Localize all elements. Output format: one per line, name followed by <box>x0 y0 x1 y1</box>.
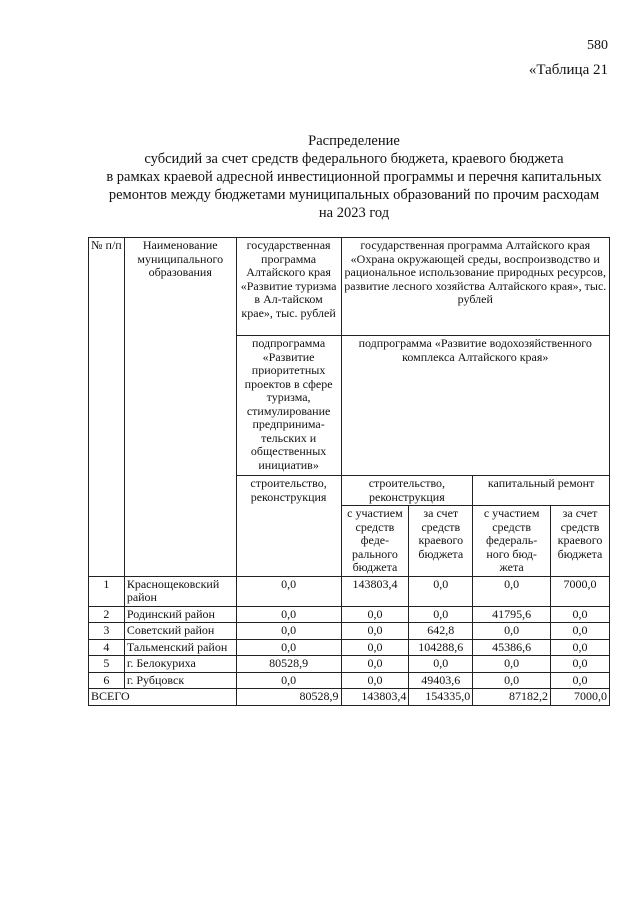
heading-line-3: в рамках краевой адресной инвестиционной программы и перечня капитальных <box>106 169 602 185</box>
row-value: 0,0 <box>236 639 341 656</box>
row-value: 0,0 <box>409 606 473 623</box>
row-value: 0,0 <box>551 639 610 656</box>
row-num: 1 <box>89 576 125 606</box>
heading-line-5: на 2023 год <box>318 205 390 221</box>
row-value: 0,0 <box>341 639 409 656</box>
row-value: 41795,6 <box>473 606 551 623</box>
total-value: 87182,2 <box>473 689 551 706</box>
row-value: 0,0 <box>236 576 341 606</box>
header-subprog-water: подпрограмма «Развитие водохозяйственного комплекса Алтайского края» <box>341 336 609 476</box>
row-name: г. Белокуриха <box>124 656 236 673</box>
header-prog-env: государственная программа Алтайского края «Охрана окружающей среды, воспроизводство и рациональное использование природных ресурсов, развитие лесного хозяйства Алтайского края», тыс. рублей <box>341 238 609 336</box>
row-value: 104288,6 <box>409 639 473 656</box>
table-row <box>89 576 610 606</box>
total-value: 7000,0 <box>551 689 610 706</box>
row-value: 0,0 <box>341 672 409 689</box>
document-heading <box>84 132 624 222</box>
total-value: 80528,9 <box>236 689 341 706</box>
row-value: 0,0 <box>236 606 341 623</box>
row-value: 642,8 <box>409 623 473 640</box>
header-construction-tourism: строительство, реконструкция <box>236 476 341 577</box>
header-row-1 <box>89 238 610 336</box>
row-value: 0,0 <box>473 656 551 673</box>
table-row <box>89 639 610 656</box>
row-num: 5 <box>89 656 125 673</box>
row-name: Советский район <box>124 623 236 640</box>
row-name: г. Рубцовск <box>124 672 236 689</box>
row-value: 0,0 <box>341 623 409 640</box>
table-reference: «Таблица 21 <box>528 62 608 78</box>
total-row <box>89 689 610 706</box>
table-row <box>89 623 610 640</box>
row-value: 0,0 <box>409 576 473 606</box>
row-value: 0,0 <box>236 672 341 689</box>
row-value: 49403,6 <box>409 672 473 689</box>
header-prog-tourism: государственная программа Алтайского края «Развитие туризма в Ал-тайском крае», тыс. рублей <box>236 238 341 336</box>
table-row <box>89 672 610 689</box>
header-num: № п/п <box>89 238 125 577</box>
row-value: 0,0 <box>551 656 610 673</box>
heading-line-1: Распределение <box>308 133 400 149</box>
header-name: Наименование муниципального образования <box>124 238 236 577</box>
row-name: Краснощековский район <box>124 576 236 606</box>
table-row <box>89 656 610 673</box>
table-row <box>89 606 610 623</box>
row-value: 0,0 <box>473 672 551 689</box>
row-num: 3 <box>89 623 125 640</box>
row-name: Тальменский район <box>124 639 236 656</box>
row-value: 0,0 <box>551 606 610 623</box>
page-number: 580 <box>587 38 608 53</box>
row-value: 45386,6 <box>473 639 551 656</box>
header-construction-water: строительство, реконструкция <box>341 476 473 506</box>
total-label: ВСЕГО <box>89 689 237 706</box>
row-value: 0,0 <box>341 606 409 623</box>
row-value: 80528,9 <box>236 656 341 673</box>
header-subprog-tourism: подпрограмма «Развитие приоритетных проектов в сфере туризма, стимулирование предпринима-тельских и общественных инициатив» <box>236 336 341 476</box>
heading-line-2: субсидий за счет средств федерального бюджета, краевого бюджета <box>144 151 564 167</box>
row-value: 0,0 <box>551 623 610 640</box>
row-value: 0,0 <box>236 623 341 640</box>
total-value: 154335,0 <box>409 689 473 706</box>
row-value: 143803,4 <box>341 576 409 606</box>
row-num: 4 <box>89 639 125 656</box>
total-value: 143803,4 <box>341 689 409 706</box>
distribution-table <box>88 237 610 706</box>
row-value: 0,0 <box>341 656 409 673</box>
row-value: 0,0 <box>409 656 473 673</box>
heading-line-4: ремонтов между бюджетами муниципальных образований по прочим расходам <box>108 187 600 203</box>
row-num: 2 <box>89 606 125 623</box>
row-value: 0,0 <box>473 623 551 640</box>
header-fed-part-1: с участием средств феде-рального бюджета <box>341 506 409 577</box>
row-num: 6 <box>89 672 125 689</box>
header-fed-part-2: с участием средств федераль-ного бюд-жета <box>473 506 551 577</box>
header-regional-1: за счет средств краевого бюджета <box>409 506 473 577</box>
row-value: 0,0 <box>551 672 610 689</box>
row-value: 7000,0 <box>551 576 610 606</box>
row-value: 0,0 <box>473 576 551 606</box>
header-cap-repair: капитальный ремонт <box>473 476 610 506</box>
header-regional-2: за счет средств краевого бюджета <box>551 506 610 577</box>
row-name: Родинский район <box>124 606 236 623</box>
